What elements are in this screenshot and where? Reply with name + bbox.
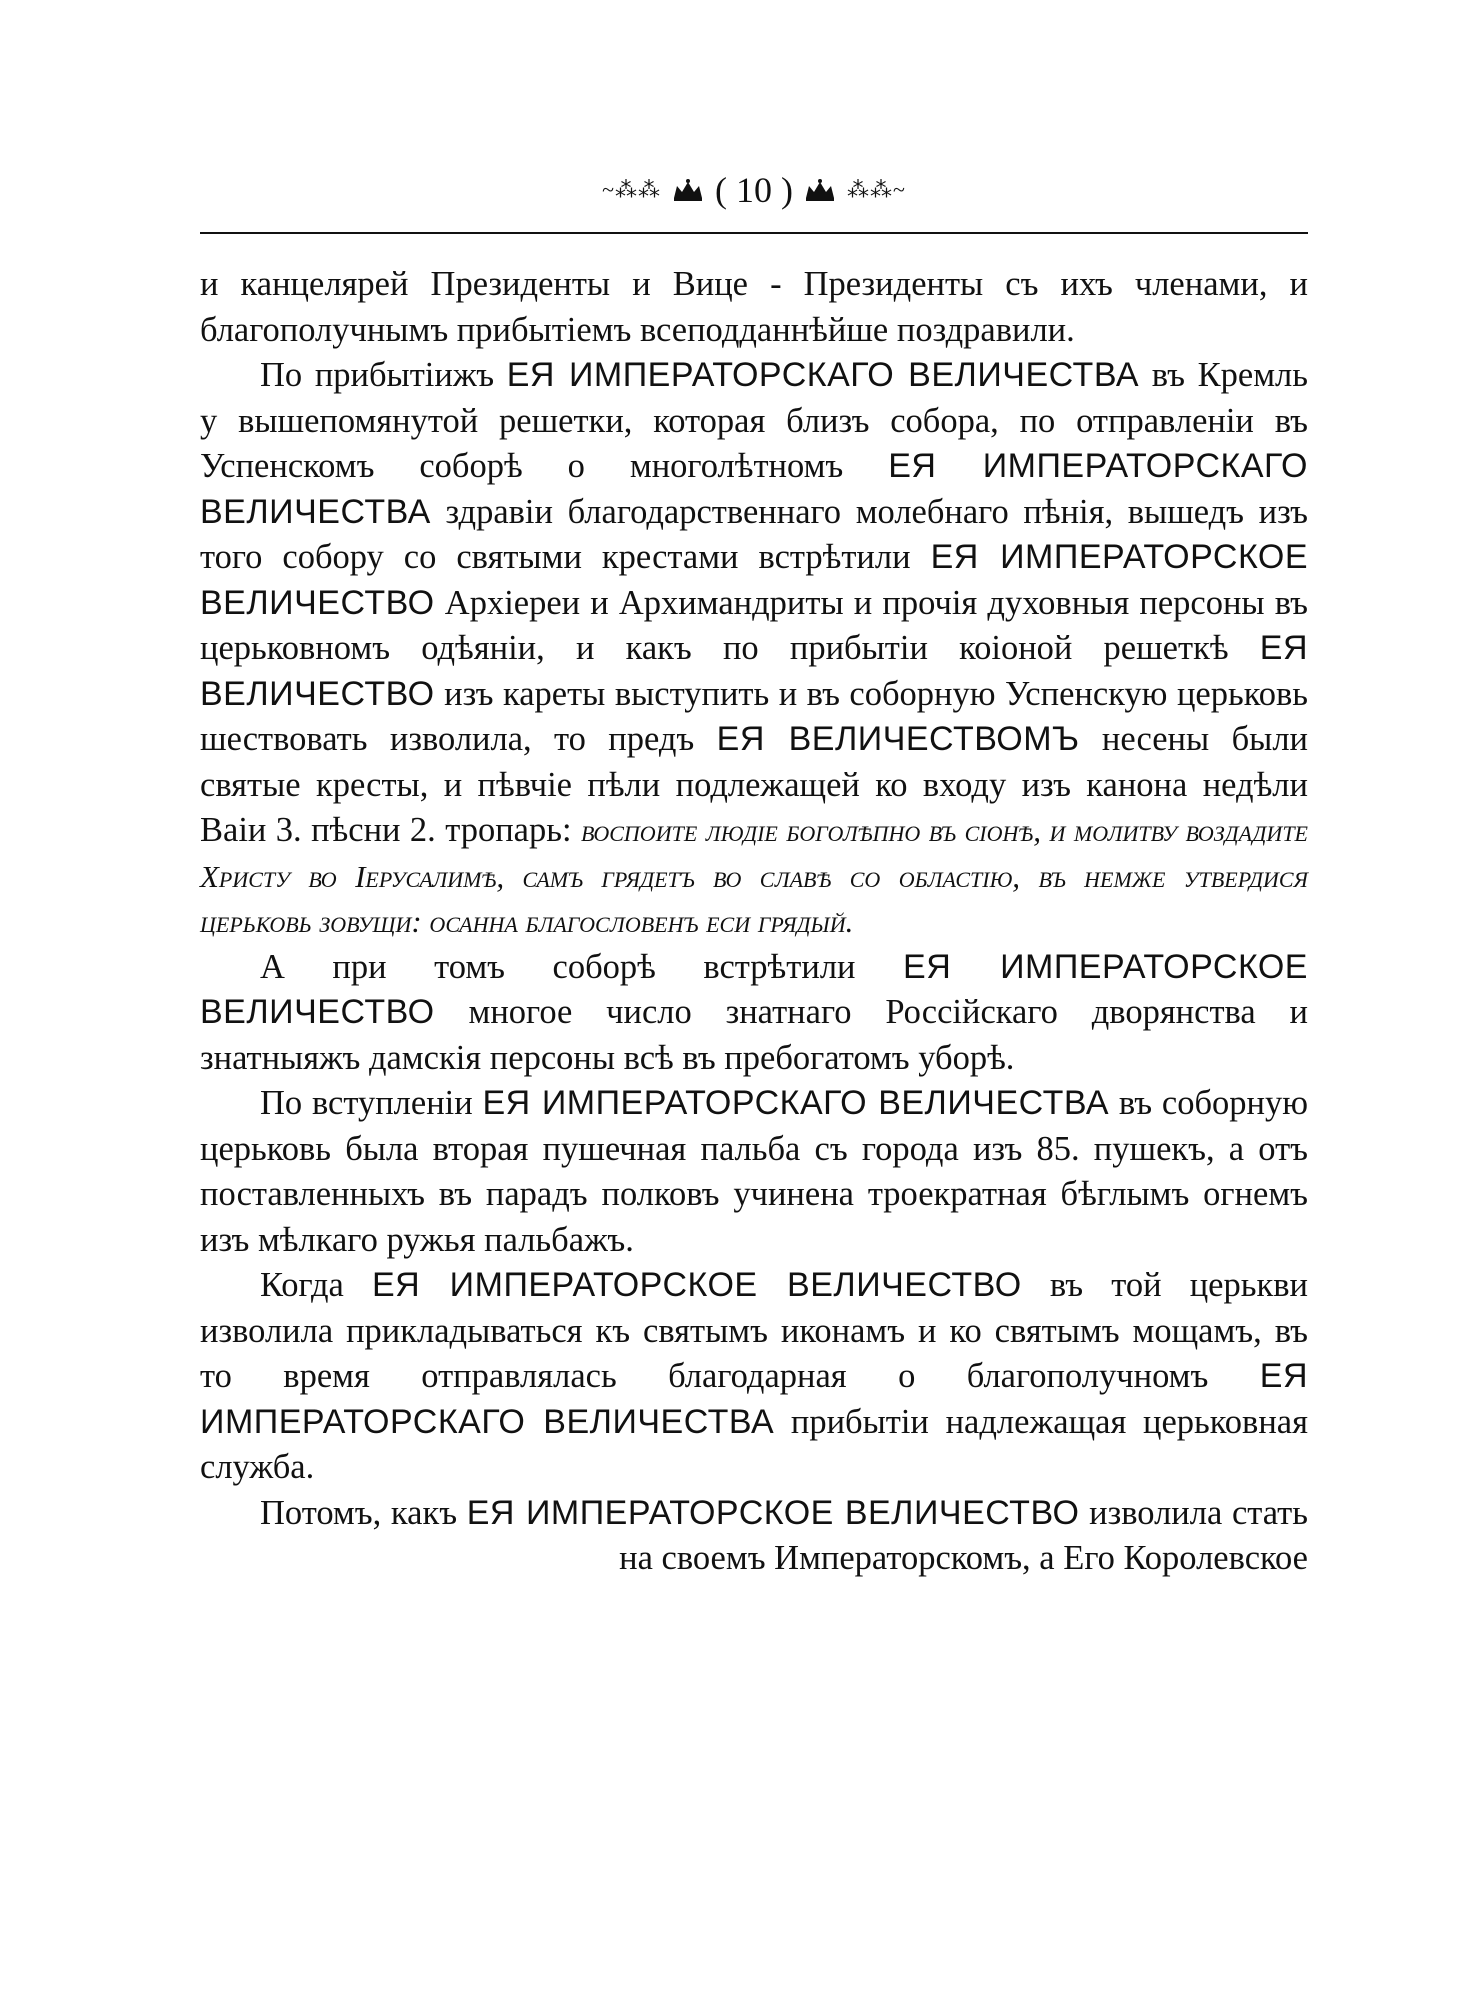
- title-caps: ЕЯ ВЕЛИЧЕСТВОМЪ: [716, 720, 1080, 758]
- title-caps: ЕЯ ИМПЕРАТОРСКОЕ ВЕЛИЧЕСТВО: [200, 947, 1308, 1031]
- title-caps: ЕЯ ИМПЕРАТОРСКАГО ВЕЛИЧЕСТВА: [200, 1357, 1308, 1441]
- crown-icon: [671, 178, 705, 202]
- text-run: Когда: [260, 1266, 372, 1304]
- text-run: въ соборную церьковь была вторая пушечная пальба съ города изъ 85. пушекъ, а отъ поставленныхъ въ парадъ полковъ учинена троекратная бѣглымъ огнемъ изъ мѣлкаго ружья пальбажъ.: [200, 1084, 1308, 1259]
- title-caps: ЕЯ ИМПЕРАТОРСКАГО ВЕЛИЧЕСТВА: [482, 1084, 1110, 1122]
- paragraph: [200, 1081, 1308, 1263]
- page-header: [200, 165, 1308, 215]
- text-run: въ Кремль у вышепомянутой решетки, которая близъ собора, по отправленіи въ Успенскомъ соборѣ о многолѣтномъ: [200, 356, 1308, 485]
- title-caps: ЕЯ ИМПЕРАТОРСКОЕ ВЕЛИЧЕСТВО: [371, 1266, 1022, 1304]
- header-rule: [200, 232, 1308, 234]
- text-run: несены были святые кресты, и пѣвчіе пѣли подлежащей ко входу изъ канона недѣли Ваіи 3. пѣсни 2. тропарь:: [200, 720, 1308, 849]
- text-run: Архіереи и Архимандриты и прочія духовныя персоны въ церьковномъ одѣяніи, и какъ по прибытіи коіоной решеткѣ: [200, 583, 1308, 667]
- text-run: многое число знатнаго Россійскаго дворянства и знатныяжъ дамскія персоны всѣ въ пребогатомъ уборѣ.: [200, 993, 1308, 1077]
- paragraph: [200, 353, 1308, 945]
- text-run: въ той церькви изволила прикладываться къ святымъ иконамъ и ко святымъ мощамъ, въ то время отправлялась благодарная о благополучномъ: [200, 1266, 1308, 1395]
- right-ornament: ⁂⁂~: [846, 177, 906, 202]
- title-caps: ЕЯ ИМПЕРАТОРСКАГО ВЕЛИЧЕСТВА: [200, 447, 1308, 531]
- left-ornament: ~⁂⁂: [602, 177, 661, 202]
- text-run: По прибытіижъ: [260, 356, 507, 394]
- paragraph: [200, 262, 1308, 353]
- text-run: здравіи благодарственнаго молебнаго пѣнія, вышедъ изъ того собору со святыми крестами встрѣтили: [200, 492, 1308, 576]
- paragraph: [200, 1263, 1308, 1491]
- title-caps: ЕЯ ИМПЕРАТОРСКОЕ ВЕЛИЧЕСТВО: [200, 538, 1308, 622]
- paragraph: [200, 945, 1308, 1082]
- body-text: [200, 262, 1308, 1582]
- text-run: Потомъ, какъ: [260, 1493, 467, 1532]
- title-caps: ЕЯ ИМПЕРАТОРСКАГО ВЕЛИЧЕСТВА: [506, 356, 1140, 394]
- hymn-quote: воспоите людіе боголѣпно въ сіонѣ, и молитву воздадите Христу во Іерусалимѣ, самъ грядетъ во славѣ со областію, въ немже утвердися церьковь зовущи: осанна благословенъ еси грядый.: [200, 813, 1308, 939]
- page-number: ( 10 ): [715, 170, 793, 210]
- title-caps: ЕЯ ВЕЛИЧЕСТВО: [200, 629, 1308, 713]
- text-run: изъ кареты выступить и въ соборную Успенскую церьковь шествовать изволила, то предъ: [200, 674, 1308, 758]
- text-run: прибытіи надлежащая церьковная служба.: [200, 1402, 1308, 1486]
- text-run: А при томъ соборѣ встрѣтили: [260, 947, 904, 986]
- text-run: и канцелярей Президенты и Вице - Президенты съ ихъ членами, и благополучнымъ прибытіемъ всеподданнѣйше поздравили.: [200, 265, 1308, 349]
- title-caps: ЕЯ ИМПЕРАТОРСКОЕ ВЕЛИЧЕСТВО: [466, 1493, 1080, 1532]
- text-run: изволила стать на своемъ Императорскомъ, а Его Королевское: [619, 1493, 1308, 1577]
- crown-icon: [803, 178, 837, 202]
- text-run: По вступленіи: [260, 1084, 483, 1122]
- paragraph: [200, 1491, 1308, 1582]
